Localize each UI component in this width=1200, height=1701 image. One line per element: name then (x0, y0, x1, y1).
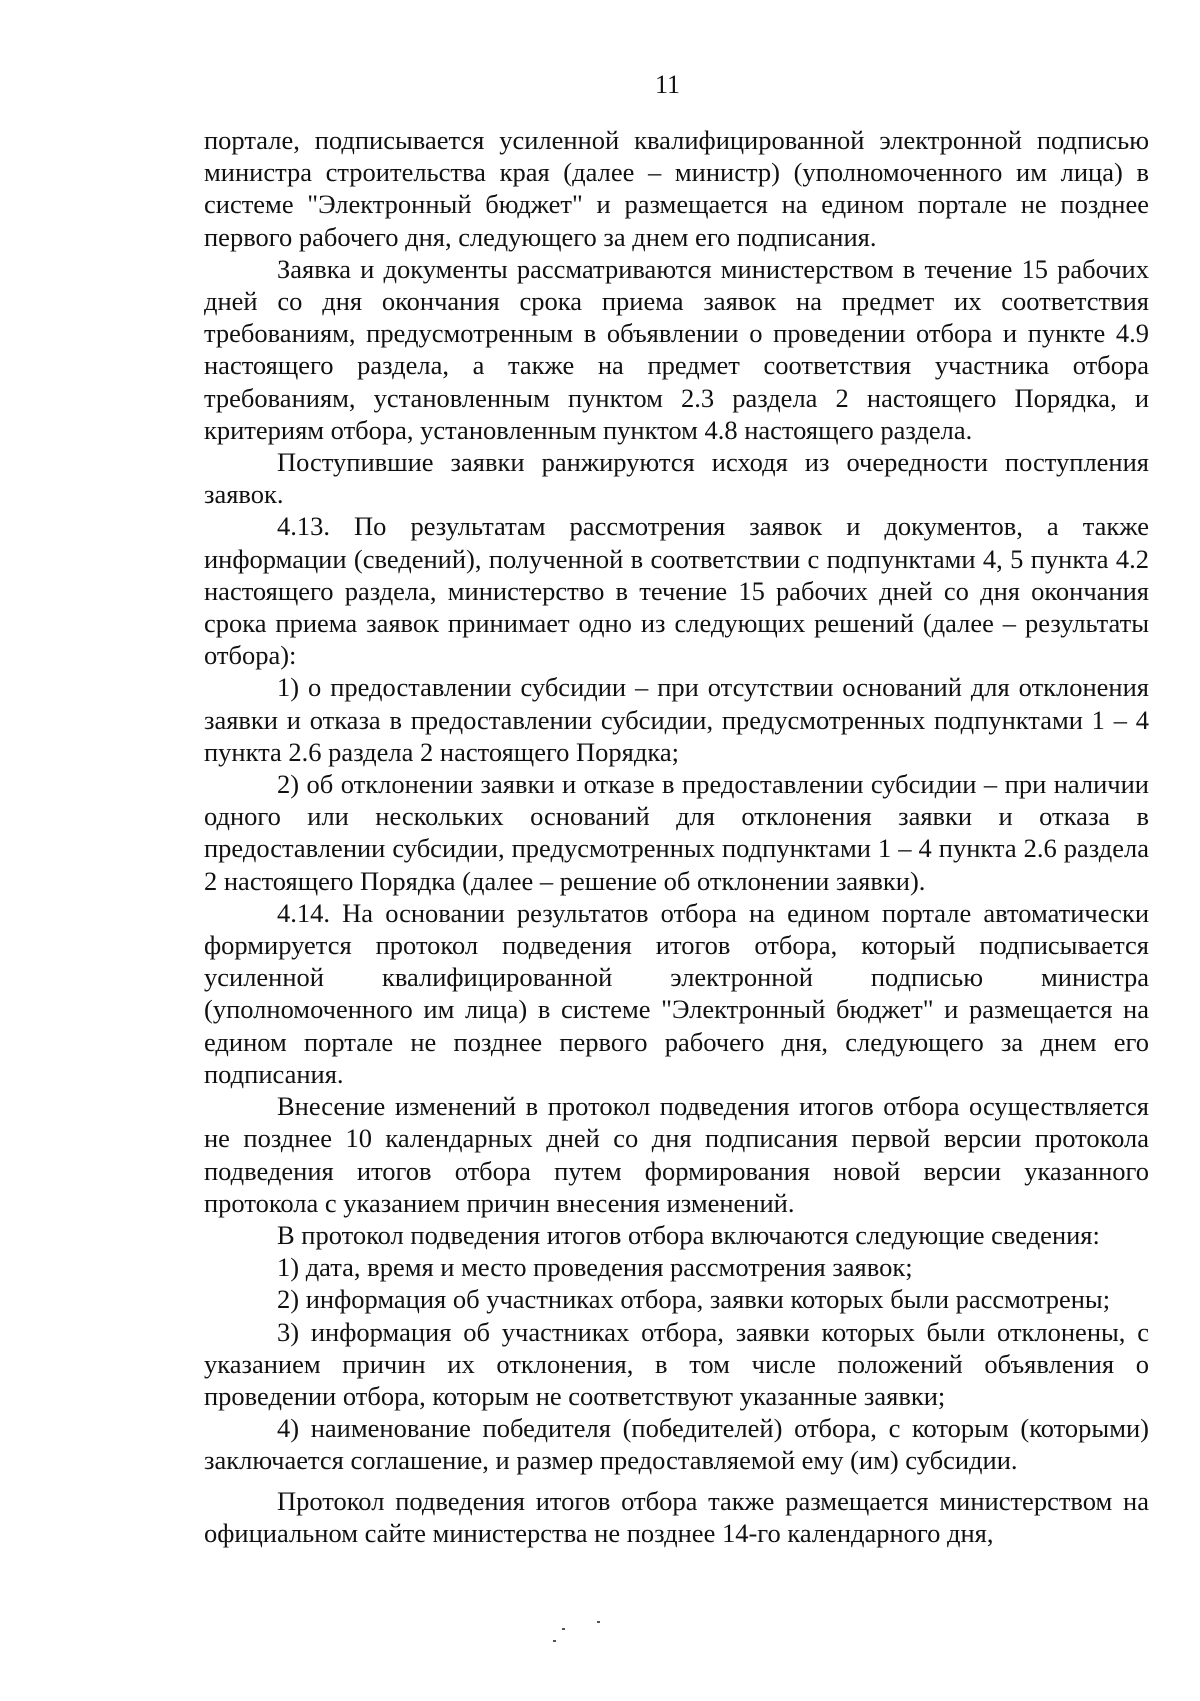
list-item-rejected: 3) информация об участниках отбора, заявки которых были отклонены, с указанием причин их отклонения, в том числе положений объявления о проведении отбора, которым не соответствуют указанные заявки; (204, 1316, 1149, 1411)
scan-speck (562, 1628, 565, 1630)
paragraph-ranking: Поступившие заявки ранжируются исходя из очередности поступления заявок. (204, 447, 1149, 510)
scan-speck (553, 1640, 556, 1642)
list-item-grant: 1) о предоставлении субсидии – при отсутствии оснований для отклонения заявки и отказа в предоставлении субсидии, предусмотренных подпунктами 1 – 4 пункта 2.6 раздела 2 настоящего Порядка; (204, 672, 1149, 767)
paragraph-4-13: 4.13. По результатам рассмотрения заявок и документов, а также информации (сведений), полученной в соответствии с подпунктами 4, 5 пункта 4.2 настоящего раздела, министерство в течение 15 рабочих дней со дня окончания срока приема заявок принимает одно из следующих решений (далее – результаты отбора): (204, 511, 1149, 671)
list-item-date-place: 1) дата, время и место проведения рассмотрения заявок; (277, 1252, 913, 1283)
paragraph-protocol-contents: В протокол подведения итогов отбора включаются следующие сведения: (277, 1219, 1100, 1250)
paragraph-review-terms: Заявка и документы рассматриваются министерством в течение 15 рабочих дней со дня окончания срока приема заявок на предмет их соответствия требованиям, предусмотренным в объявлении о проведении отбора и пункте 4.9 настоящего раздела, а также на предмет соответствия участника отбора требованиям, установленным пунктом 2.3 раздела 2 настоящего Порядка, и критериям отбора, установленным пунктом 4.8 настоящего раздела. (204, 253, 1149, 445)
list-item-reject: 2) об отклонении заявки и отказе в предоставлении субсидии – при наличии одного или нескольких оснований для отклонения заявки и отказа в предоставлении субсидии, предусмотренных подпунктами 1 – 4 пункта 2.6 раздела 2 настоящего Порядка (далее – решение об отклонении заявки). (204, 769, 1149, 896)
paragraph-4-14: 4.14. На основании результатов отбора на едином портале автоматически формируется протокол подведения итогов отбора, который подписывается усиленной квалифицированной электронной подписью министра (уполномоченного им лица) в системе "Электронный бюджет" и размещается на едином портале не позднее первого рабочего дня, следующего за днем его подписания. (204, 897, 1149, 1089)
paragraph-protocol-changes: Внесение изменений в протокол подведения итогов отбора осуществляется не позднее 10 календарных дней со дня подписания первой версии протокола подведения итогов отбора путем формирования новой версии указанного протокола с указанием причин внесения изменений. (204, 1091, 1149, 1218)
document-body (204, 124, 1149, 1549)
paragraph-publication: Протокол подведения итогов отбора также размещается министерством на официальном сайте министерства не позднее 14-го календарного дня, (204, 1485, 1149, 1548)
page-number: 11 (654, 70, 681, 99)
paragraph-continuation: порталe, подписывается усиленной квалифицированной электронной подписью министра строительства края (далее – министр) (уполномоченного им лица) в системе "Электронный бюджет" и размещается на едином портале не позднее первого рабочего дня, следующего за днем его подписания. (204, 125, 1149, 252)
scan-speck (597, 1621, 600, 1623)
list-item-reviewed: 2) информация об участниках отбора, заявки которых были рассмотрены; (277, 1284, 1111, 1315)
list-item-winners: 4) наименование победителя (победителей) отбора, с которым (которыми) заключается соглашение, и размер предоставляемой ему (им) субсидии. (204, 1413, 1149, 1476)
